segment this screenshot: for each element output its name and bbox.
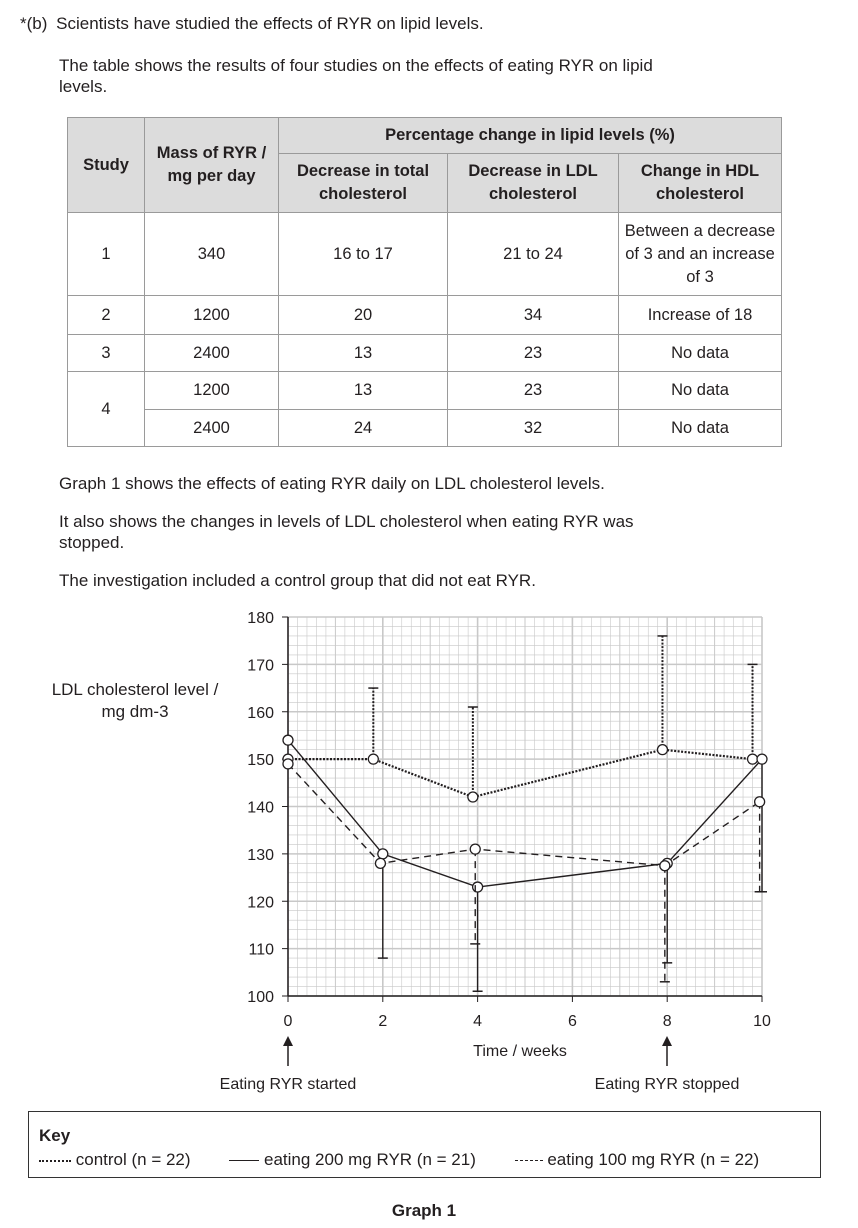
- cell: 2400: [145, 335, 279, 372]
- header-ldl: Decrease in LDL cholesterol: [448, 154, 619, 213]
- question-text: Scientists have studied the effects of RYR on lipid levels.: [56, 14, 484, 33]
- data-point: [378, 849, 388, 859]
- key-100mg: eating 100 mg RYR (n = 22): [547, 1150, 760, 1169]
- cell: 1200: [145, 372, 279, 410]
- data-point: [375, 858, 385, 868]
- y-tick-label: 180: [247, 610, 274, 627]
- header-hdl: Change in HDL cholesterol: [619, 154, 782, 213]
- series-line: [288, 750, 753, 797]
- cell: 34: [448, 296, 619, 335]
- y-tick-label: 150: [247, 752, 274, 770]
- data-point: [368, 754, 378, 764]
- question-label: *(b): [20, 14, 48, 33]
- data-point: [470, 844, 480, 854]
- cell: 13: [279, 335, 448, 372]
- control-description: The investigation included a control group that did not eat RYR.: [59, 571, 536, 590]
- x-tick-label: 0: [283, 1013, 293, 1030]
- y-axis-label: LDL cholesterol level / mg dm-3: [51, 680, 219, 721]
- data-point: [757, 754, 767, 764]
- cell: 21 to 24: [448, 213, 619, 296]
- x-tick-label: 6: [567, 1013, 577, 1030]
- cell: 4: [68, 372, 145, 447]
- key-200mg: eating 200 mg RYR (n = 21): [264, 1150, 476, 1169]
- dotted-line-icon: [39, 1160, 71, 1162]
- annotation-start: Eating RYR started: [219, 1076, 357, 1093]
- x-tick-label: 4: [473, 1013, 483, 1030]
- cell: 2: [68, 296, 145, 335]
- data-point: [660, 861, 670, 871]
- cell: 1: [68, 213, 145, 296]
- graph-caption: Graph 1: [391, 1201, 457, 1220]
- header-total: Decrease in total cholesterol: [279, 154, 448, 213]
- cell: No data: [619, 372, 782, 410]
- cell: 1200: [145, 296, 279, 335]
- header-study: Study: [68, 118, 145, 213]
- cell: Between a decrease of 3 and an increase of 3: [619, 213, 782, 296]
- cell: 24: [279, 410, 448, 447]
- cell: Increase of 18: [619, 296, 782, 335]
- data-point: [755, 797, 765, 807]
- data-point: [657, 745, 667, 755]
- graph-description: Graph 1 shows the effects of eating RYR daily on LDL cholesterol levels.: [59, 474, 605, 493]
- series-line: [288, 764, 760, 866]
- x-tick-label: 10: [753, 1013, 771, 1030]
- cell: 340: [145, 213, 279, 296]
- header-percentage-change: Percentage change in lipid levels (%): [279, 118, 782, 154]
- cell: 23: [448, 372, 619, 410]
- key-control: control (n = 22): [75, 1150, 191, 1169]
- cell: 2400: [145, 410, 279, 447]
- data-point: [468, 792, 478, 802]
- y-tick-label: 140: [247, 799, 274, 817]
- dashed-line-icon: [515, 1160, 543, 1161]
- x-tick-label: 8: [662, 1013, 672, 1030]
- cell: 3: [68, 335, 145, 372]
- annotation-stop: Eating RYR stopped: [594, 1076, 740, 1093]
- solid-line-icon: [229, 1160, 259, 1161]
- cell: 23: [448, 335, 619, 372]
- header-mass: Mass of RYR / mg per day: [145, 118, 279, 213]
- cell: 32: [448, 410, 619, 447]
- data-point: [283, 735, 293, 745]
- data-point: [473, 882, 483, 892]
- arrow-start-icon: [283, 1036, 293, 1066]
- arrow-stop-icon: [662, 1036, 672, 1066]
- data-point: [283, 759, 293, 769]
- y-tick-label: 160: [247, 704, 274, 722]
- cell: No data: [619, 410, 782, 447]
- y-tick-label: 100: [247, 989, 274, 1006]
- data-point: [748, 754, 758, 764]
- cell: 13: [279, 372, 448, 410]
- y-tick-label: 170: [247, 657, 274, 675]
- y-tick-label: 110: [248, 941, 274, 959]
- graph-description-2: It also shows the changes in levels of LDL cholesterol when eating RYR was stopped.: [59, 512, 634, 552]
- key-title: Key: [39, 1126, 71, 1145]
- y-tick-label: 130: [247, 846, 274, 864]
- x-axis-label: Time / weeks: [473, 1043, 567, 1060]
- cell: 20: [279, 296, 448, 335]
- cell: No data: [619, 335, 782, 372]
- x-tick-label: 2: [378, 1013, 388, 1030]
- cell: 16 to 17: [279, 213, 448, 296]
- y-tick-label: 120: [247, 894, 274, 912]
- table-intro: The table shows the results of four studies on the effects of eating RYR on lipid levels.: [59, 56, 653, 96]
- key-box: [28, 1111, 821, 1178]
